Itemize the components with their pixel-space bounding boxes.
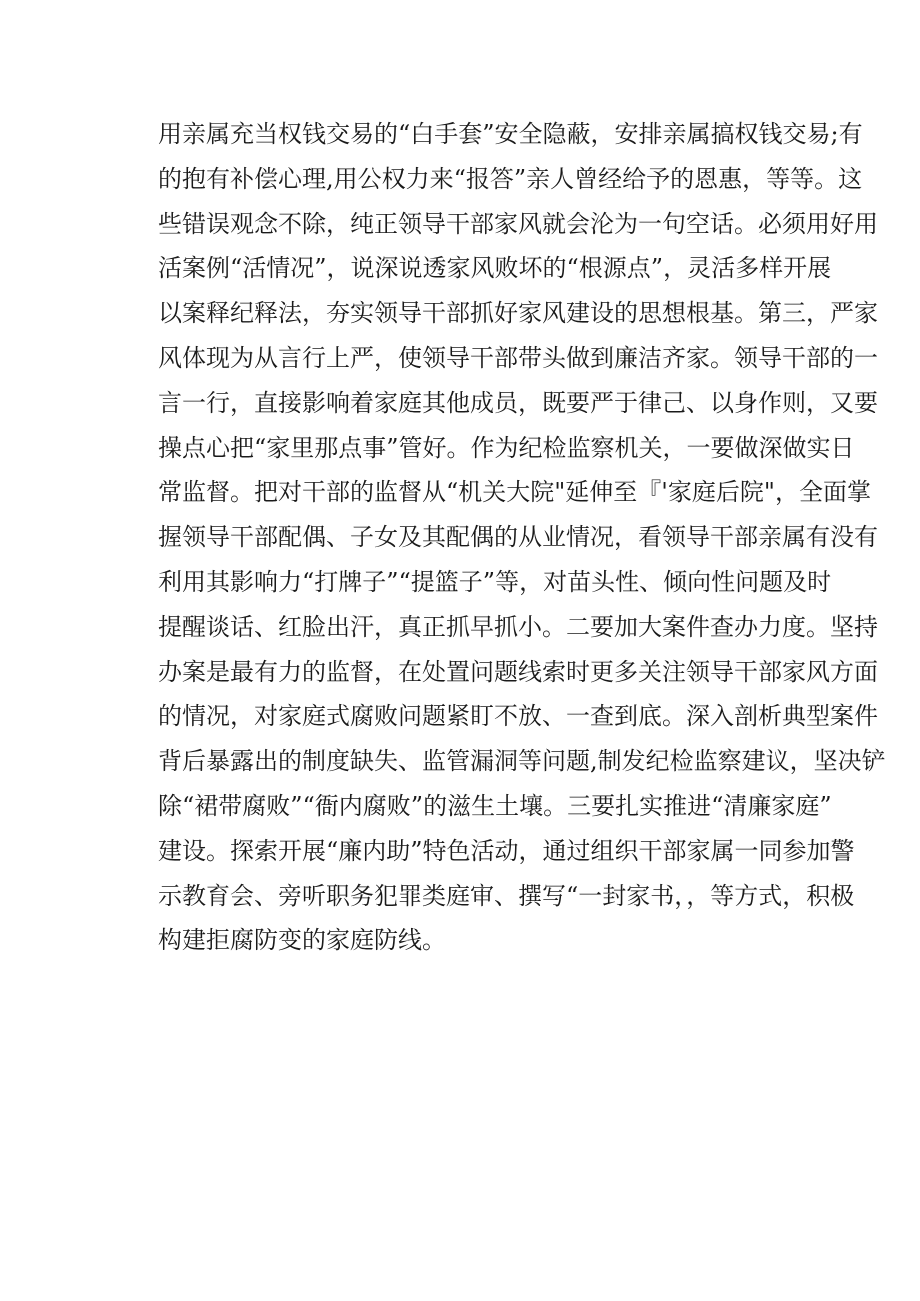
- text-line: 背后暴露出的制度缺失、监管漏洞等问题,制发纪检监察建议，坚决铲: [158, 747, 886, 776]
- text-line: 些错误观念不除，纯正领导干部家风就会沦为一句空话。必须用好用: [158, 209, 878, 238]
- text-line: 的抱有补偿心理,用公权力来“报答”亲人曾经给予的恩惠，等等。这: [158, 164, 863, 193]
- text-line: 常监督。把对干部的监督从“机关大院"延伸至『'家庭后院"，全面掌: [158, 478, 871, 507]
- text-line: 操点心把“家里那点事”管好。作为纪检监察机关，一要做深做实日: [158, 433, 855, 462]
- text-line: 除“裙带腐败”“衙内腐败”的滋生土壤。三要扎实推进“清廉家庭”: [158, 791, 832, 820]
- text-line: 活案例“活情况”，说深说透家风败坏的“根源点”，灵活多样开展: [158, 254, 832, 283]
- text-line: 以案释纪释法，夯实领导干部抓好家风建设的思想根基。第三，严家: [158, 299, 878, 328]
- text-line: 示教育会、旁听职务犯罪类庭审、撰写“一封家书，，等方式，积极: [158, 881, 855, 910]
- text-line: 的情况，对家庭式腐败问题紧盯不放、一查到底。深入剖析典型案件: [158, 702, 878, 731]
- text-line: 握领导干部配偶、子女及其配偶的从业情况，看领导干部亲属有没有: [158, 523, 878, 552]
- text-line: 言一行，直接影响着家庭其他成员，既要严于律己、以身作则，又要: [158, 388, 878, 417]
- text-line: 用亲属充当权钱交易的“白手套”安全隐蔽，安排亲属搞权钱交易;有: [158, 120, 863, 148]
- text-line: 提醒谈话、红脸出汗，真正抓早抓小。二要加大案件查办力度。坚持: [158, 612, 878, 641]
- text-line: 建设。探索开展“廉内助”特色活动，通过组织干部家属一同参加警: [158, 836, 855, 865]
- body-paragraph: [158, 112, 886, 963]
- text-line: 构建拒腐防变的家庭防线。: [158, 926, 446, 955]
- text-line: 利用其影响力“打牌子”“提篮子”等，对苗头性、倾向性问题及时: [158, 567, 832, 596]
- text-line: 风体现为从言行上严，使领导干部带头做到廉洁齐家。领导干部的一: [158, 343, 878, 372]
- text-line: 办案是最有力的监督，在处置问题线索时更多关注领导干部家风方面: [158, 657, 878, 686]
